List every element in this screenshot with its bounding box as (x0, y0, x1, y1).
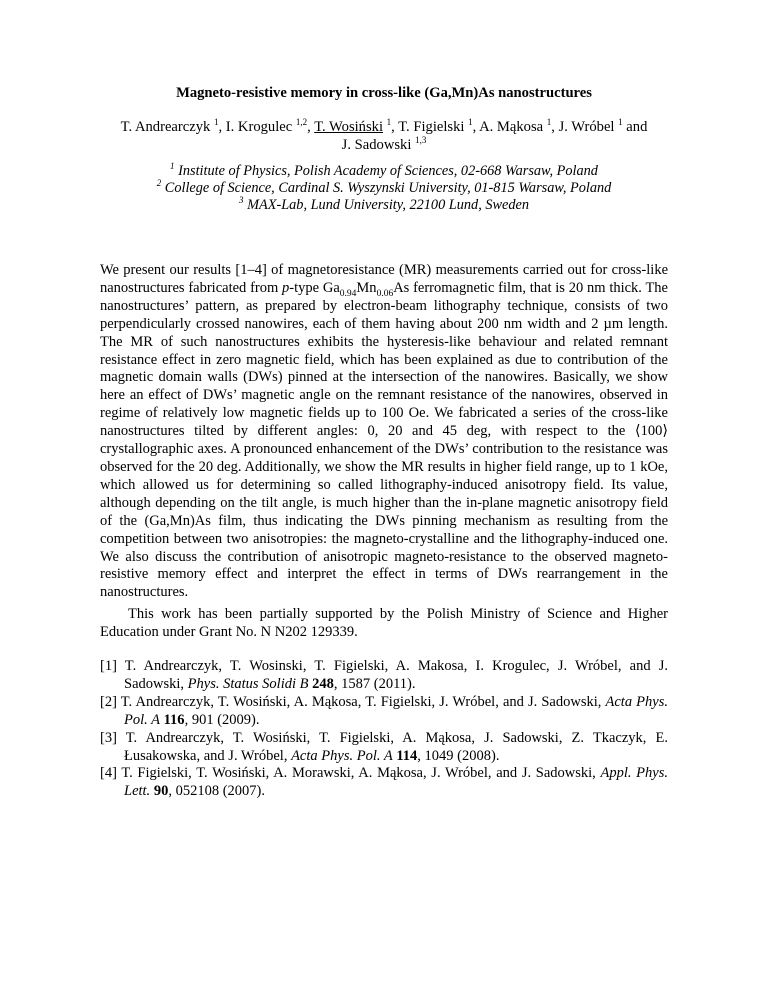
presenting-author-name: T. Wosiński (314, 119, 384, 135)
affiliation-text: College of Science, Cardinal S. Wyszynski University, 01-815 Warsaw, Poland (164, 180, 612, 196)
affiliation-marker: 1 (618, 117, 623, 127)
affiliation-1 (0, 163, 768, 180)
affiliation-text: MAX-Lab, Lund University, 22100 Lund, Sweden (247, 197, 530, 213)
acknowledgement-paragraph: This work has been partially supported by the Polish Ministry of Science and Higher Education under Grant No. N N202 129339. (100, 606, 668, 640)
reference-item: [3] T. Andrearczyk, T. Wosiński, T. Figielski, A. Mąkosa, J. Sadowski, Z. Tkaczyk, E. Łusakowska, and J. Wróbel, Acta Phys. Pol. A 114, 1049 (2008). (100, 729, 668, 764)
affiliation-marker: 1,2 (295, 117, 308, 127)
and-word: and (626, 119, 648, 135)
reference-item: [2] T. Andrearczyk, T. Wosiński, A. Mąkosa, T. Figielski, J. Wróbel, and J. Sadowski, Acta Phys. Pol. A 116, 901 (2009). (100, 693, 668, 728)
affiliation-marker: 1 (386, 117, 392, 127)
affiliation-marker: 1 (546, 117, 552, 127)
author-name: J. Sadowski (341, 137, 412, 153)
affiliation-text: Institute of Physics, Polish Academy of Sciences, 02-668 Warsaw, Poland (178, 163, 598, 179)
affiliation-number: 2 (156, 178, 162, 188)
affiliation-number: 3 (238, 195, 244, 205)
author-name: T. Andrearczyk (120, 119, 211, 135)
author-name: T. Figielski (398, 119, 465, 135)
abstract-paragraph: We present our results [1–4] of magnetoresistance (MR) measurements carried out for cross-like nanostructures fabricated from p-type $Ga_{0.94}Mn_{0.06}As$ ferromagnetic film, that is 20 nm thick. The nanostructures’ pattern, as prepared by electron-beam lithography technique, consists of two perpendicularly crossed nanowires, each of them having about 200 nm width and 2 µm length. The MR of such nanostructures exhibits the hysteresis-like behaviour and related remnant resistance effect in zero magnetic field, which has been explained as due to contribution of the magnetic domain walls (DWs) pinned at the intersection of the nanowires. Basically, we show here an effect of DWs’ magnetic angle on the remnant resistance of the nanowires, observed in regime of relatively low magnetic fields up to 100 Oe. We fabricated a series of the cross-like nanostructures tilted by different angles: 0, 20 and 45 deg, with respect to the ⟨100⟩ crystallographic axes. A pronounced enhancement of the DWs’ contribution to the resistance was observed for the 20 deg. Additionally, we show the MR results in higher field range, up to 1 kOe, which allowed us for determining so called lithography-induced anisotropy field. Its value, although depending on the tilt angle, is much higher than the in-plane magnetic anisotropy field of the (Ga,Mn)As film, thus indicating the DWs pinning mechanism as resulting from the competition between two anisotropies: the magneto-crystalline and the lithography-induced one. We also discuss the contribution of anisotropic magneto-resistance to the observed magneto-resistive memory effect and interpret the effect in terms of DWs rearrangement in the nanostructures. (100, 262, 668, 601)
reference-item: [4] T. Figielski, T. Wosiński, A. Morawski, A. Mąkosa, J. Wróbel, and J. Sadowski, Appl. Phys. Lett. 90, 052108 (2007). (100, 765, 668, 800)
author-name: I. Krogulec (225, 119, 293, 135)
affiliation-marker: 1 (468, 117, 473, 127)
affiliation-3 (0, 197, 768, 214)
reference-list (100, 658, 668, 801)
author-list: T. Andrearczyk $^1$, I. Krogulec $^{1,2}$, T. Wosiński $^1$, T. Figielski $^1$, A. Mąkosa $^1$, J. Wróbel $^1$ and J. Sadowski $^{1,3}$ (120, 117, 648, 153)
author-name: A. Mąkosa (479, 119, 544, 135)
author-name: J. Wróbel (558, 119, 615, 135)
paper-title: Magneto-resistive memory in cross-like (Ga,Mn)As nanostructures (176, 85, 592, 101)
affiliation-2 (0, 180, 768, 197)
affiliation-number: 1 (170, 161, 175, 171)
reference-item: [1] T. Andrearczyk, T. Wosinski, T. Figielski, A. Makosa, I. Krogulec, J. Wróbel, and J. Sadowski, Phys. Status Solidi B 248, 1587 (2011). (100, 658, 668, 692)
affiliation-marker: 1,3 (415, 135, 427, 145)
affiliation-marker: 1 (213, 117, 219, 127)
